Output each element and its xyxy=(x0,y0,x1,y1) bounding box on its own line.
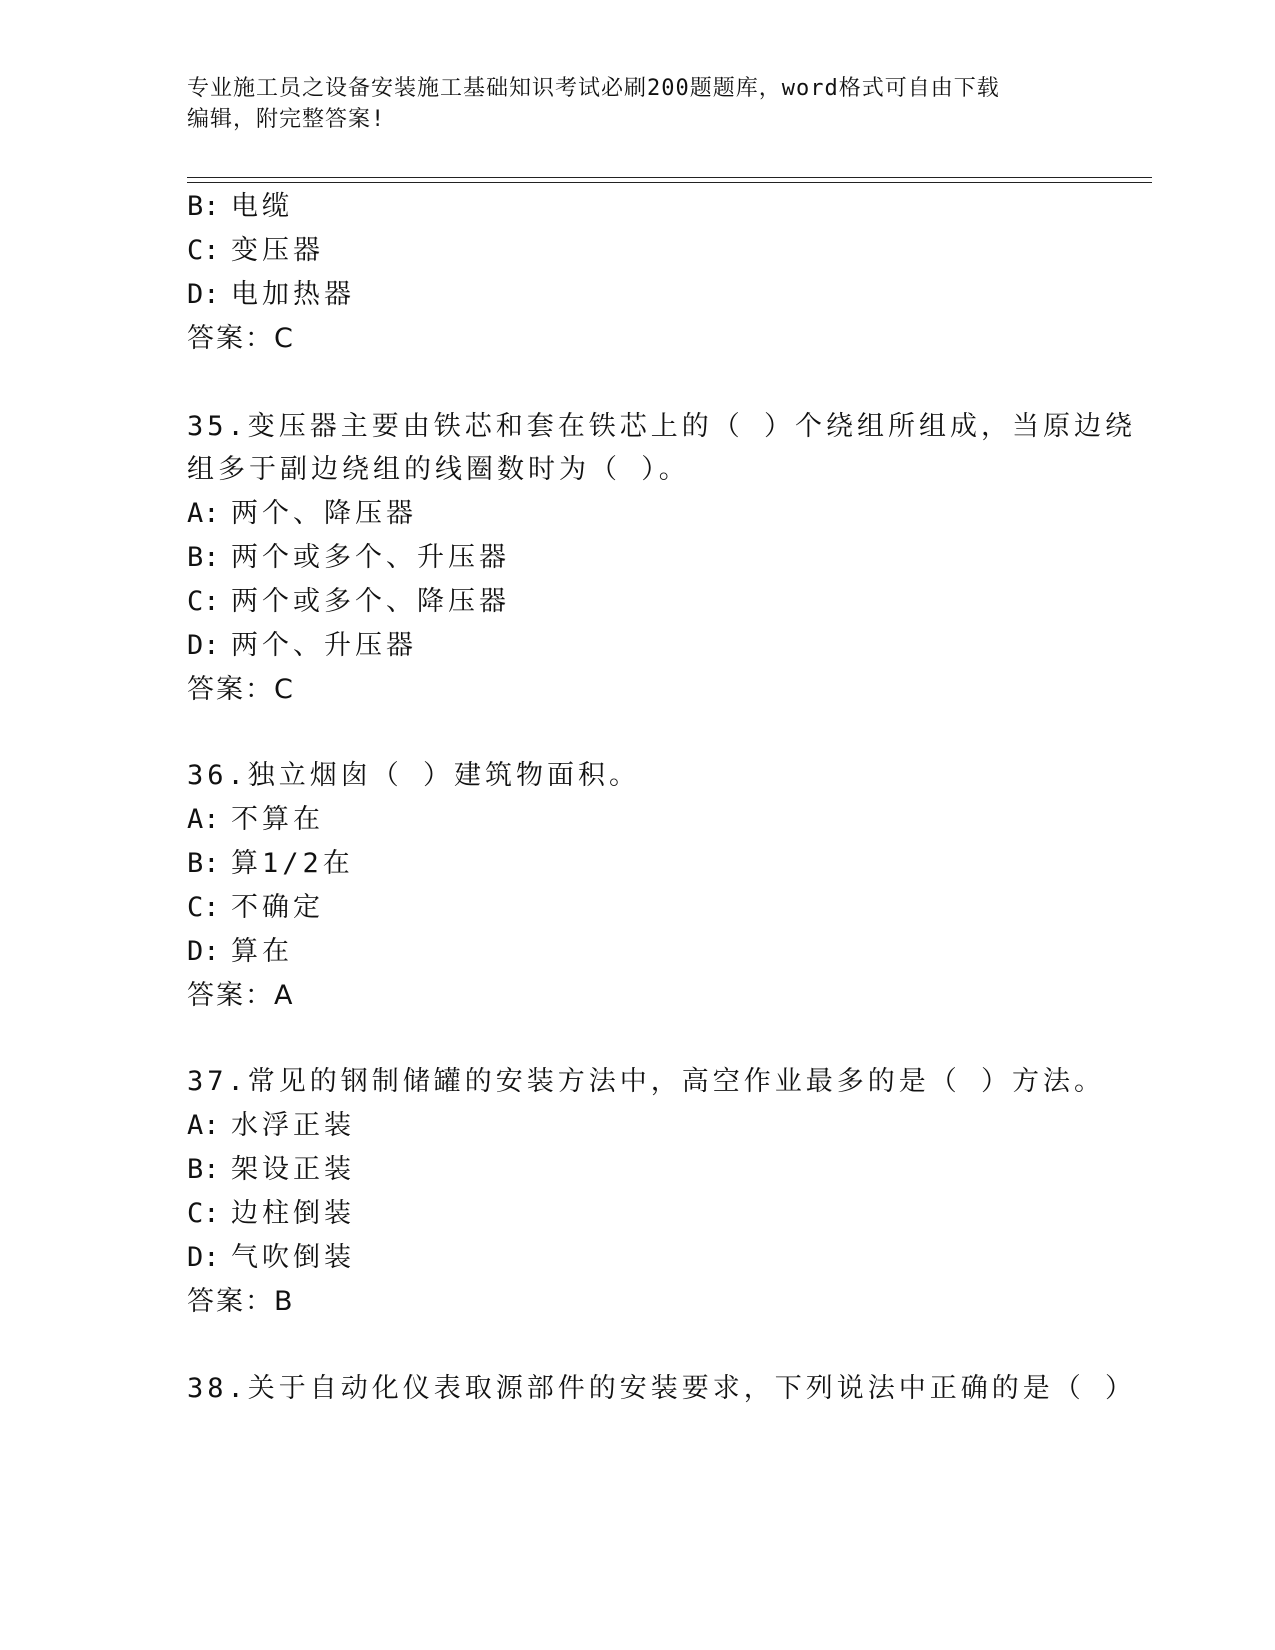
option-text: 水浮正装 xyxy=(231,1110,355,1141)
option-text: 电缆 xyxy=(231,191,293,222)
option-a xyxy=(187,803,324,837)
question-37-line1: 37.常见的钢制储罐的安装方法中，高空作业最多的是（ ）方法。 xyxy=(187,1066,1106,1097)
option-b xyxy=(187,190,293,224)
option-b xyxy=(187,1153,355,1187)
option-text: 两个或多个、升压器 xyxy=(231,542,510,573)
option-c xyxy=(187,1197,355,1231)
option-text: 气吹倒装 xyxy=(231,1242,355,1273)
option-text: 算在 xyxy=(231,936,293,967)
option-key: C: xyxy=(187,892,220,923)
option-key: B: xyxy=(187,1154,220,1185)
option-key: D: xyxy=(187,936,220,967)
option-text: 两个、降压器 xyxy=(231,498,417,529)
document-header xyxy=(187,73,1067,135)
option-a xyxy=(187,497,417,531)
option-text: 架设正装 xyxy=(231,1154,355,1185)
option-key: D: xyxy=(187,279,220,310)
question-35-line1: 35.变压器主要由铁芯和套在铁芯上的（ ）个绕组所组成，当原边绕 xyxy=(187,411,1137,442)
option-b xyxy=(187,847,354,881)
question-38-line1: 38.关于自动化仪表取源部件的安装要求，下列说法中正确的是（ ） xyxy=(187,1373,1137,1404)
answer-line: 答案：B xyxy=(187,1286,295,1317)
answer-line: 答案：C xyxy=(187,323,295,354)
option-key: C: xyxy=(187,1198,220,1229)
option-b xyxy=(187,541,510,575)
option-d xyxy=(187,935,293,969)
header-title-line2: 编辑，附完整答案! xyxy=(187,107,386,132)
option-text: 电加热器 xyxy=(231,279,355,310)
question-36-line1: 36.独立烟囱（ ）建筑物面积。 xyxy=(187,760,641,791)
option-key: B: xyxy=(187,191,220,222)
option-key: C: xyxy=(187,235,220,266)
option-text: 算1/2在 xyxy=(231,848,354,879)
option-text: 不确定 xyxy=(231,892,324,923)
option-key: A: xyxy=(187,498,220,529)
option-text: 变压器 xyxy=(231,235,324,266)
option-d xyxy=(187,278,355,312)
option-key: B: xyxy=(187,848,220,879)
header-title-line1: 专业施工员之设备安装施工基础知识考试必刷200题题库，word格式可自由下载 xyxy=(187,76,1000,101)
option-d xyxy=(187,629,417,663)
header-divider-top xyxy=(187,177,1152,178)
option-key: A: xyxy=(187,804,220,835)
option-a xyxy=(187,1109,355,1143)
answer-line: 答案：A xyxy=(187,980,295,1011)
option-text: 不算在 xyxy=(231,804,324,835)
option-c xyxy=(187,891,324,925)
option-c xyxy=(187,234,324,268)
question-35-line2: 组多于副边绕组的线圈数时为（ ）。 xyxy=(187,454,690,485)
option-key: A: xyxy=(187,1110,220,1141)
answer-line: 答案：C xyxy=(187,674,295,705)
option-c xyxy=(187,585,510,619)
option-key: D: xyxy=(187,1242,220,1273)
option-key: D: xyxy=(187,630,220,661)
option-key: B: xyxy=(187,542,220,573)
header-divider-bottom xyxy=(187,182,1152,183)
option-text: 两个或多个、降压器 xyxy=(231,586,510,617)
option-text: 边柱倒装 xyxy=(231,1198,355,1229)
option-d xyxy=(187,1241,355,1275)
option-key: C: xyxy=(187,586,220,617)
option-text: 两个、升压器 xyxy=(231,630,417,661)
